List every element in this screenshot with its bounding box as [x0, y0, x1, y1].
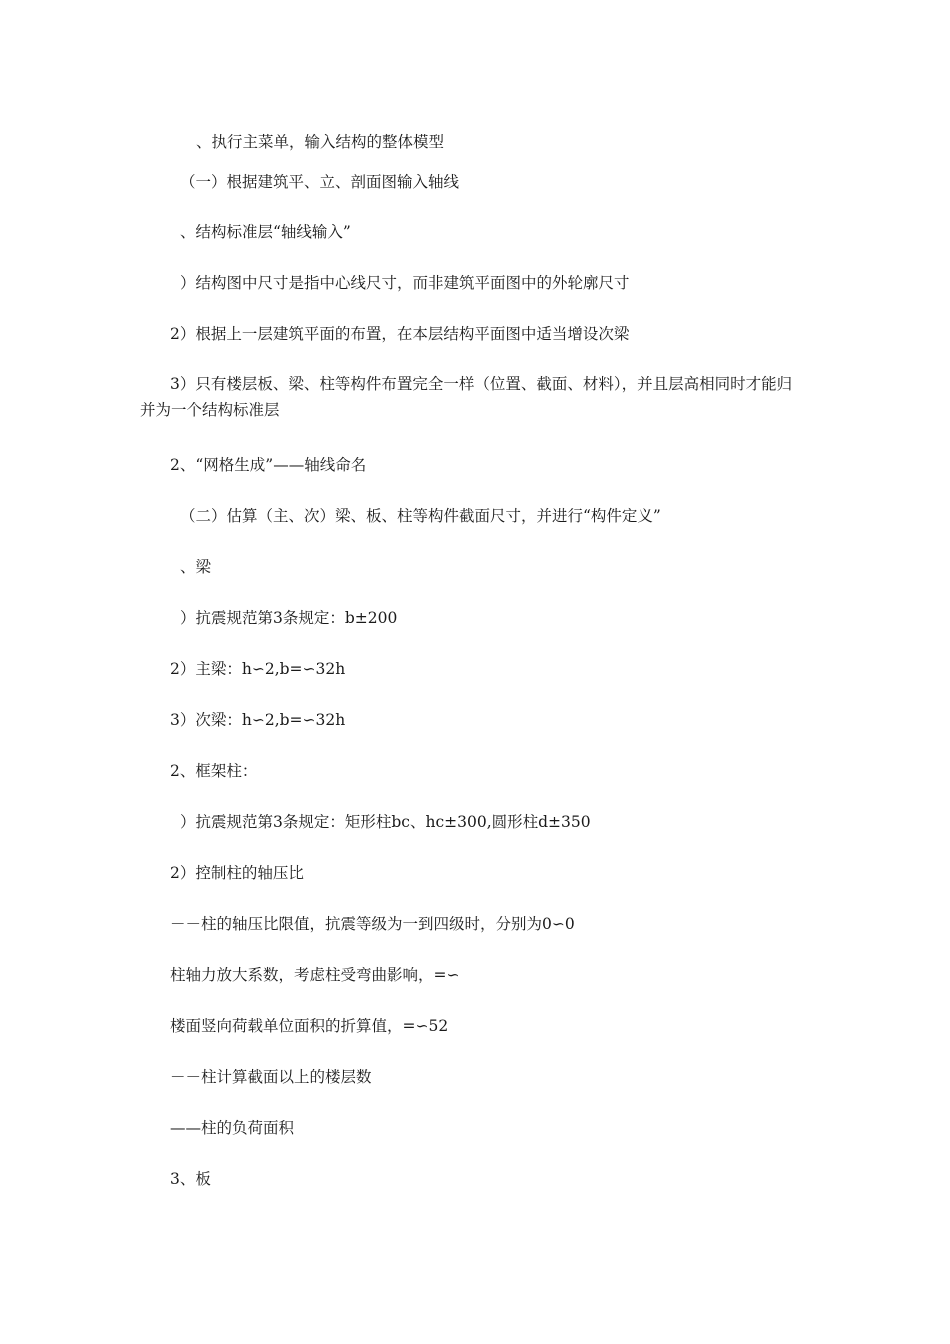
list-item-dimension-note: ）结构图中尺寸是指中心线尺寸，而非建筑平面图中的外轮廓尺寸: [180, 274, 630, 292]
list-item-frame-column: 2、框架柱：: [170, 762, 258, 780]
list-item-column-seismic-rule: ）抗震规范第3条规定：矩形柱bc、hc±300,圆形柱d±350: [180, 813, 591, 831]
formula-note-floor-count: －－柱计算截面以上的楼层数: [170, 1068, 372, 1086]
formula-note-load-area: ——柱的负荷面积: [170, 1119, 295, 1137]
formula-note-amplification: 柱轴力放大系数，考虑柱受弯曲影响，=∽: [170, 966, 460, 984]
list-item-slab: 3、板: [170, 1170, 211, 1188]
list-item-main-beam: 2）主梁：h∽2,b=∽32h: [170, 660, 346, 678]
subsection-heading-section-estimate: （二）估算（主、次）梁、板、柱等构件截面尺寸，并进行“构件定义”: [180, 507, 661, 525]
list-item-beam-seismic-rule: ）抗震规范第3条规定：b±200: [180, 609, 398, 627]
formula-note-axial-limit: －－柱的轴压比限值，抗震等级为一到四级时，分别为0∽0: [170, 915, 575, 933]
list-item-secondary-beam: 2）根据上一层建筑平面的布置，在本层结构平面图中适当增设次梁: [170, 325, 630, 343]
list-item-beam: 、梁: [180, 558, 212, 576]
list-item-merge-rule: 3）只有楼层板、梁、柱等构件布置完全一样（位置、截面、材料），并且层高相同时才能归并为一个结构标准层: [140, 375, 793, 419]
formula-note-floor-load: 楼面竖向荷载单位面积的折算值，=∽52: [170, 1017, 449, 1035]
list-item-secondary-beam-size: 3）次梁：h∽2,b=∽32h: [170, 711, 346, 729]
list-item-standard-layer: 、结构标准层“轴线输入”: [180, 223, 351, 241]
list-item-axial-ratio: 2）控制柱的轴压比: [170, 864, 304, 882]
section-heading-main-menu: 、执行主菜单，输入结构的整体模型: [196, 133, 445, 151]
subsection-heading-axis-input: （一）根据建筑平、立、剖面图输入轴线: [180, 173, 460, 191]
list-item-grid-generation: 2、“网格生成”——轴线命名: [170, 456, 367, 474]
